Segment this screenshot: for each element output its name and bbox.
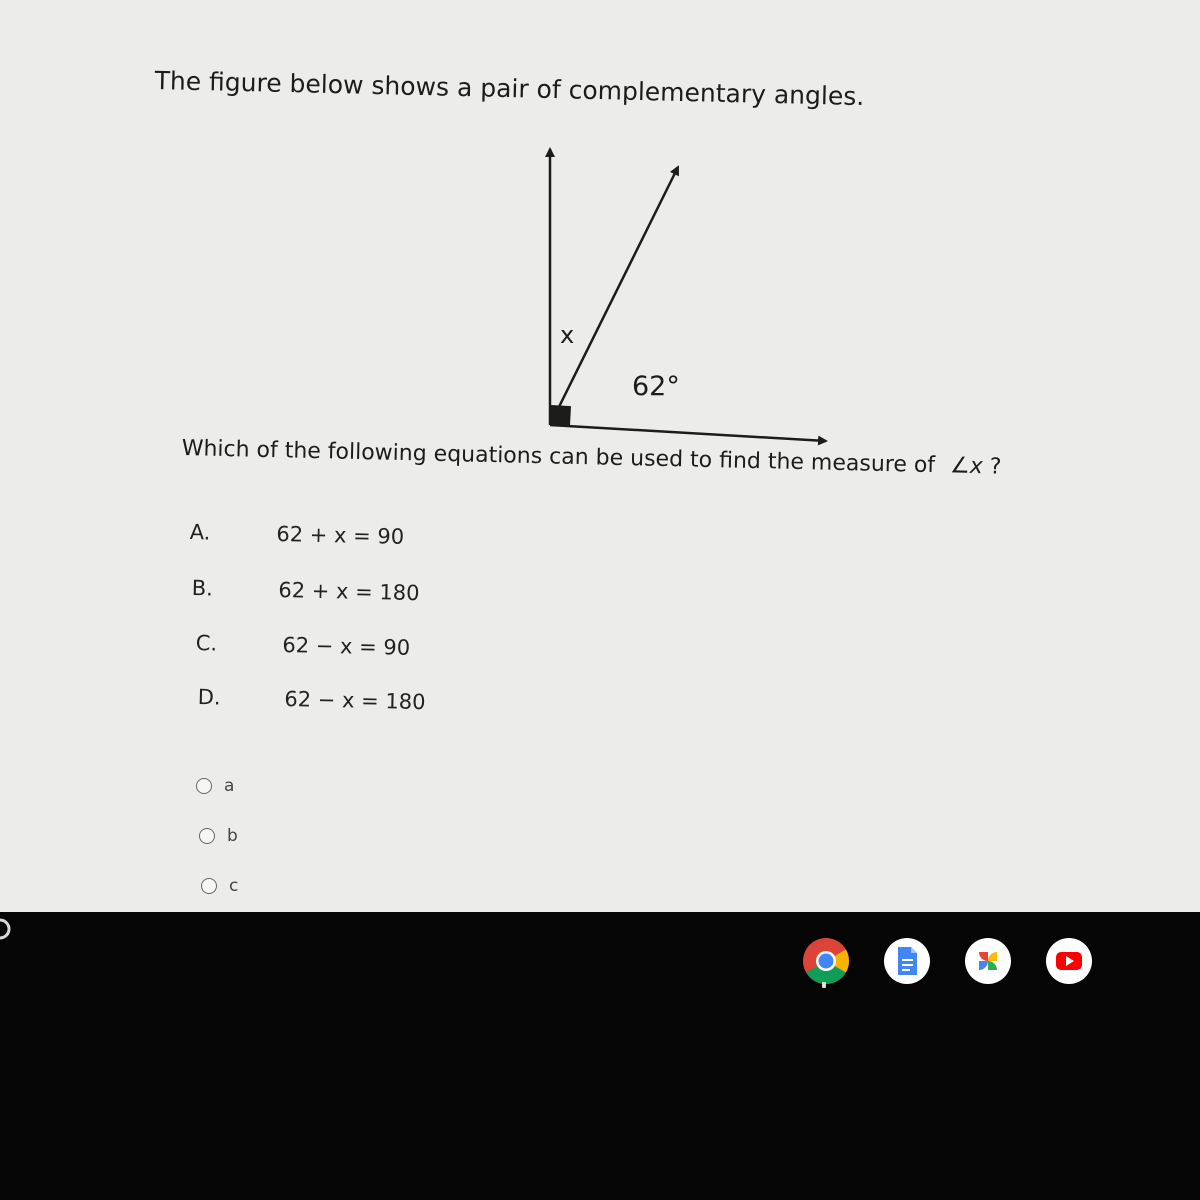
chrome-icon[interactable] (802, 937, 850, 985)
option-equation: 62 − x = 180 (284, 686, 426, 715)
option-letter: A. (189, 520, 211, 545)
launcher-icon[interactable] (0, 918, 14, 940)
angle-figure (520, 135, 850, 455)
right-angle-mark (550, 405, 571, 426)
option-d (197, 685, 425, 714)
horizontal-ray (550, 425, 826, 441)
question-end: ? (989, 454, 1002, 480)
angle-62-label: 62° (632, 371, 680, 402)
answer-label: a (224, 776, 235, 796)
running-indicator (822, 982, 826, 988)
angle-x-label: x (560, 321, 575, 349)
answer-label: b (227, 826, 238, 846)
option-equation: 62 + x = 180 (278, 577, 420, 606)
option-letter: D. (197, 685, 221, 710)
taskbar-shelf (0, 912, 1200, 1200)
answer-choice-a[interactable] (196, 776, 234, 796)
docs-icon[interactable] (883, 937, 931, 985)
option-equation: 62 + x = 90 (276, 521, 405, 549)
option-a (189, 520, 404, 549)
option-letter: C. (195, 631, 218, 656)
radio-button[interactable] (201, 878, 217, 894)
question-main: Which of the following equations can be used to find the measure of (181, 436, 936, 479)
option-equation: 62 − x = 90 (282, 632, 411, 660)
option-letter: B. (191, 576, 214, 601)
option-b (191, 576, 419, 605)
answer-choice-c[interactable] (201, 876, 238, 896)
option-c (195, 631, 410, 660)
answer-label: c (229, 876, 239, 896)
prompt-text: The figure below shows a pair of complementary angles. (154, 66, 865, 112)
radio-button[interactable] (196, 778, 212, 794)
radio-button[interactable] (199, 828, 215, 844)
angle-symbol: ∠x (949, 453, 984, 480)
answer-choice-b[interactable] (199, 826, 238, 846)
youtube-icon[interactable] (1045, 937, 1093, 985)
photos-icon[interactable] (964, 937, 1012, 985)
